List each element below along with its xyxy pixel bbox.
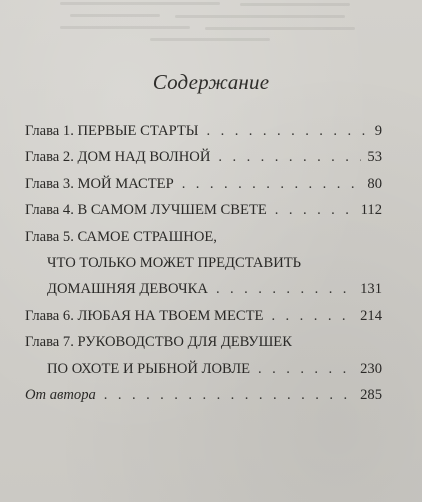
toc-entry-label: Глава 4. В САМОМ ЛУЧШЕМ СВЕТЕ: [25, 202, 267, 219]
toc-entry-chapter-7-line-1[interactable]: [25, 329, 382, 355]
dot-leader: [216, 276, 354, 302]
toc-entry-page: 80: [367, 175, 382, 192]
dot-leader: [218, 144, 361, 170]
dot-leader: [275, 197, 355, 223]
toc-entry-label: ПО ОХОТЕ И РЫБНОЙ ЛОВЛЕ: [47, 360, 251, 377]
toc-entry-page: 131: [360, 281, 382, 298]
toc-entry-chapter-6[interactable]: [25, 303, 382, 329]
toc-entry-label: Глава 7. РУКОВОДСТВО ДЛЯ ДЕВУШЕК: [25, 334, 292, 351]
toc-entry-chapter-7-line-2[interactable]: [25, 356, 382, 382]
toc-entry-chapter-4[interactable]: [25, 197, 382, 223]
toc-entry-chapter-5-line-3[interactable]: [25, 276, 382, 302]
toc-entry-label: Глава 2. ДОМ НАД ВОЛНОЙ: [25, 149, 211, 166]
toc-entry-chapter-3[interactable]: [25, 171, 382, 197]
dot-leader: [182, 171, 362, 197]
table-of-contents: [25, 118, 382, 408]
toc-entry-label: Глава 6. ЛЮБАЯ НА ТВОЕМ МЕСТЕ: [25, 307, 264, 324]
dot-leader: [271, 303, 354, 329]
toc-entry-page: 9: [374, 123, 382, 139]
dot-leader: [207, 118, 369, 144]
toc-entry-from-author[interactable]: [25, 382, 382, 408]
toc-title: Содержание: [152, 70, 270, 94]
toc-entry-label: Глава 1. ПЕРВЫЕ СТАРТЫ: [25, 123, 199, 139]
toc-entry-chapter-1[interactable]: [25, 118, 382, 144]
toc-entry-label: ЧТО ТОЛЬКО МОЖЕТ ПРЕДСТАВИТЬ: [47, 254, 302, 271]
toc-entry-label: Глава 3. МОЙ МАСТЕР: [25, 175, 174, 192]
dot-leader: [258, 356, 354, 382]
toc-entry-page: 53: [367, 149, 382, 166]
toc-entry-page: 112: [360, 202, 382, 219]
toc-entry-chapter-5-line-2[interactable]: [25, 250, 382, 276]
bleed-through-text: [0, 0, 422, 60]
dot-leader: [104, 382, 354, 408]
toc-entry-label: ДОМАШНЯЯ ДЕВОЧКА: [47, 281, 208, 298]
toc-entry-label: Глава 5. САМОЕ СТРАШНОЕ,: [25, 228, 217, 245]
toc-entry-chapter-5-line-1[interactable]: [25, 224, 382, 250]
toc-entry-chapter-2[interactable]: [25, 144, 382, 170]
toc-entry-page: 214: [360, 307, 382, 324]
toc-entry-page: 230: [360, 360, 382, 377]
toc-entry-page: 285: [360, 386, 382, 403]
toc-entry-label: От автора: [25, 386, 96, 403]
